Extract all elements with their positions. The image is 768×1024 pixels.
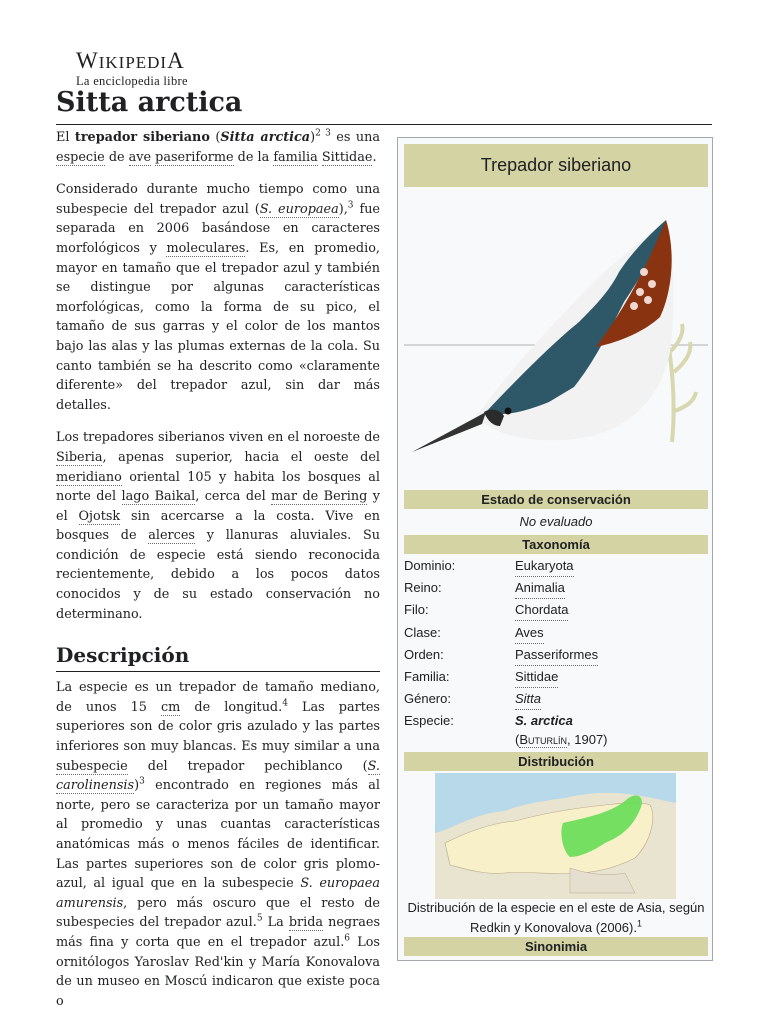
logo-wordmark: WIKIPEDIA — [76, 48, 185, 73]
link-ojotsk[interactable]: Ojotsk — [78, 508, 121, 524]
link-sittidae[interactable]: Sittidae — [321, 149, 373, 165]
link-brida[interactable]: brida — [288, 915, 324, 931]
link-ave[interactable]: ave — [128, 149, 152, 165]
ref-link[interactable]: 1 — [636, 918, 642, 929]
ref-link[interactable]: 4 — [282, 698, 288, 709]
link-aves[interactable]: Aves — [515, 623, 544, 644]
intro-paragraph: El trepador siberiano (Sitta arctica)$^{2 3}$ es una especie de ave paseriforme de la familia Sittidae. — [56, 128, 380, 165]
taxonomy-row-genero: Género: Sitta — [404, 689, 708, 709]
ref-link[interactable]: 3 — [347, 200, 354, 211]
map-caption: Distribución de la especie en el este de Asia, según Redkin y Konovalova (2006).$^1$ — [407, 900, 705, 935]
link-moleculares[interactable]: moleculares — [166, 240, 246, 256]
paragraph-4: La especie es un trepador de tamaño mediano, de unos 15 cm de longitud.$^4$ Las partes superiores son de color gris azulado y las partes inferiores son muy blancas. Es muy similar a una subespecie del trepador pechiblanco (S. carolinensis)$^3$ encontrado en regiones más al norte, pero se caracteriza por un tamaño mayor al promedio y unas cuantas características anatómicas más o menos fáciles de identificar. Las partes superiores son de color gris plomo-azul, al igual que en la subespecie S. europaea amurensis, pero más oscuro que el resto de subespecies del trepador azul.$^5$ La brida negraes más fina y corta que en el trepador azul.$^6$ Los ornitólogos Yaroslav Red'kin y María Konovalova de un museo en Moscú indicaron que existe poca o — [56, 680, 381, 1009]
title-divider — [56, 124, 712, 125]
link-familia[interactable]: familia — [273, 149, 318, 165]
link-alerces[interactable]: alerces — [148, 528, 195, 544]
synonymy-header: Sinonimia — [404, 937, 708, 956]
paragraph-2: Considerado durante mucho tiempo como una subespecie del trepador azul (S. europaea),$^3$ fue separada en 2006 basándose en caracteres morfológicos y moleculares. Es, en promedio, mayor en tamaño que el trepador azul y también se distingue por algunas características morfológicas, como la forma de su pico, el tamaño de sus garras y el color de los mantos bajo las alas y las plumas externas de la cola. Su canto también se ha descrito como «claramente diferente» del trepador azul, sin dar más detalles. — [56, 182, 381, 413]
logo-tagline: La enciclopedia libre — [76, 74, 188, 88]
link-s-carolinensis[interactable]: S. carolinensis — [56, 758, 380, 794]
taxonomy-header: Taxonomía — [404, 535, 708, 554]
ref-link[interactable]: 5 — [256, 914, 263, 925]
link-sittidae-infobox[interactable]: Sittidae — [515, 667, 558, 688]
taxonomy-row-orden: Orden: Passeriformes — [404, 645, 708, 665]
taxobox — [397, 137, 713, 961]
taxonomy-row-familia: Familia: Sittidae — [404, 667, 708, 687]
link-lago-baikal[interactable]: lago Baikal — [121, 489, 196, 505]
paragraph-3: Los trepadores siberianos viven en el noroeste de Siberia, apenas superior, hacia el oeste del meridiano oriental 105 y habita los bosques al norte del lago Baikal, cerca del mar de Bering y el Ojotsk sin acercarse a la costa. Vive en bosques de alerces y llanuras aluviales. Su condición de especie está siendo reconocida recientemente, debido a los pocos datos conocidos y de su estado conservación no determinano. — [56, 430, 380, 622]
link-buturlin[interactable]: Buturlín — [519, 732, 568, 747]
taxonomy-authority: (Buturlín, 1907) — [515, 732, 608, 747]
distribution-header: Distribución — [404, 752, 708, 771]
link-subespecie[interactable]: subespecie — [56, 758, 128, 774]
link-meridiano[interactable]: meridiano — [56, 469, 122, 485]
link-paseriforme[interactable]: paseriforme — [155, 149, 234, 165]
link-mar-de-bering[interactable]: mar de Bering — [271, 489, 368, 505]
link-passeriformes[interactable]: Passeriformes — [515, 645, 598, 666]
taxonomy-row-especie: Especie: S. arctica — [404, 713, 573, 728]
taxonomy-row-dominio: Dominio: Eukaryota — [404, 556, 708, 576]
wikipedia-logo[interactable] — [76, 50, 188, 88]
infobox-title: Trepador siberiano — [404, 144, 708, 187]
taxonomy-row-clase: Clase: Aves — [404, 623, 708, 643]
link-animalia[interactable]: Animalia — [515, 578, 565, 599]
taxonomy-row-reino: Reino: Animalia — [404, 578, 708, 598]
conservation-header: Estado de conservación — [404, 490, 708, 509]
taxonomy-row-filo: Filo: Chordata — [404, 600, 708, 620]
link-s-europaea[interactable]: S. europaea — [259, 201, 339, 217]
article-body — [56, 128, 380, 1024]
nuthatch-illustration[interactable] — [404, 212, 708, 468]
link-eukaryota[interactable]: Eukaryota — [515, 556, 574, 577]
link-siberia[interactable]: Siberia — [56, 449, 103, 465]
ref-link[interactable]: 3 — [139, 776, 145, 787]
link-sitta[interactable]: Sitta — [515, 689, 541, 710]
link-especie[interactable]: especie — [56, 149, 105, 165]
conservation-status[interactable]: No evaluado — [519, 514, 593, 529]
distribution-map[interactable] — [435, 773, 676, 899]
section-heading-descripcion: Descripción — [56, 642, 380, 672]
ref-link[interactable]: 6 — [344, 933, 351, 944]
link-cm[interactable]: cm — [161, 699, 181, 715]
ref-link[interactable]: 2 3 — [315, 128, 331, 139]
link-chordata[interactable]: Chordata — [515, 600, 568, 621]
page-title: Sitta arctica — [56, 87, 243, 118]
